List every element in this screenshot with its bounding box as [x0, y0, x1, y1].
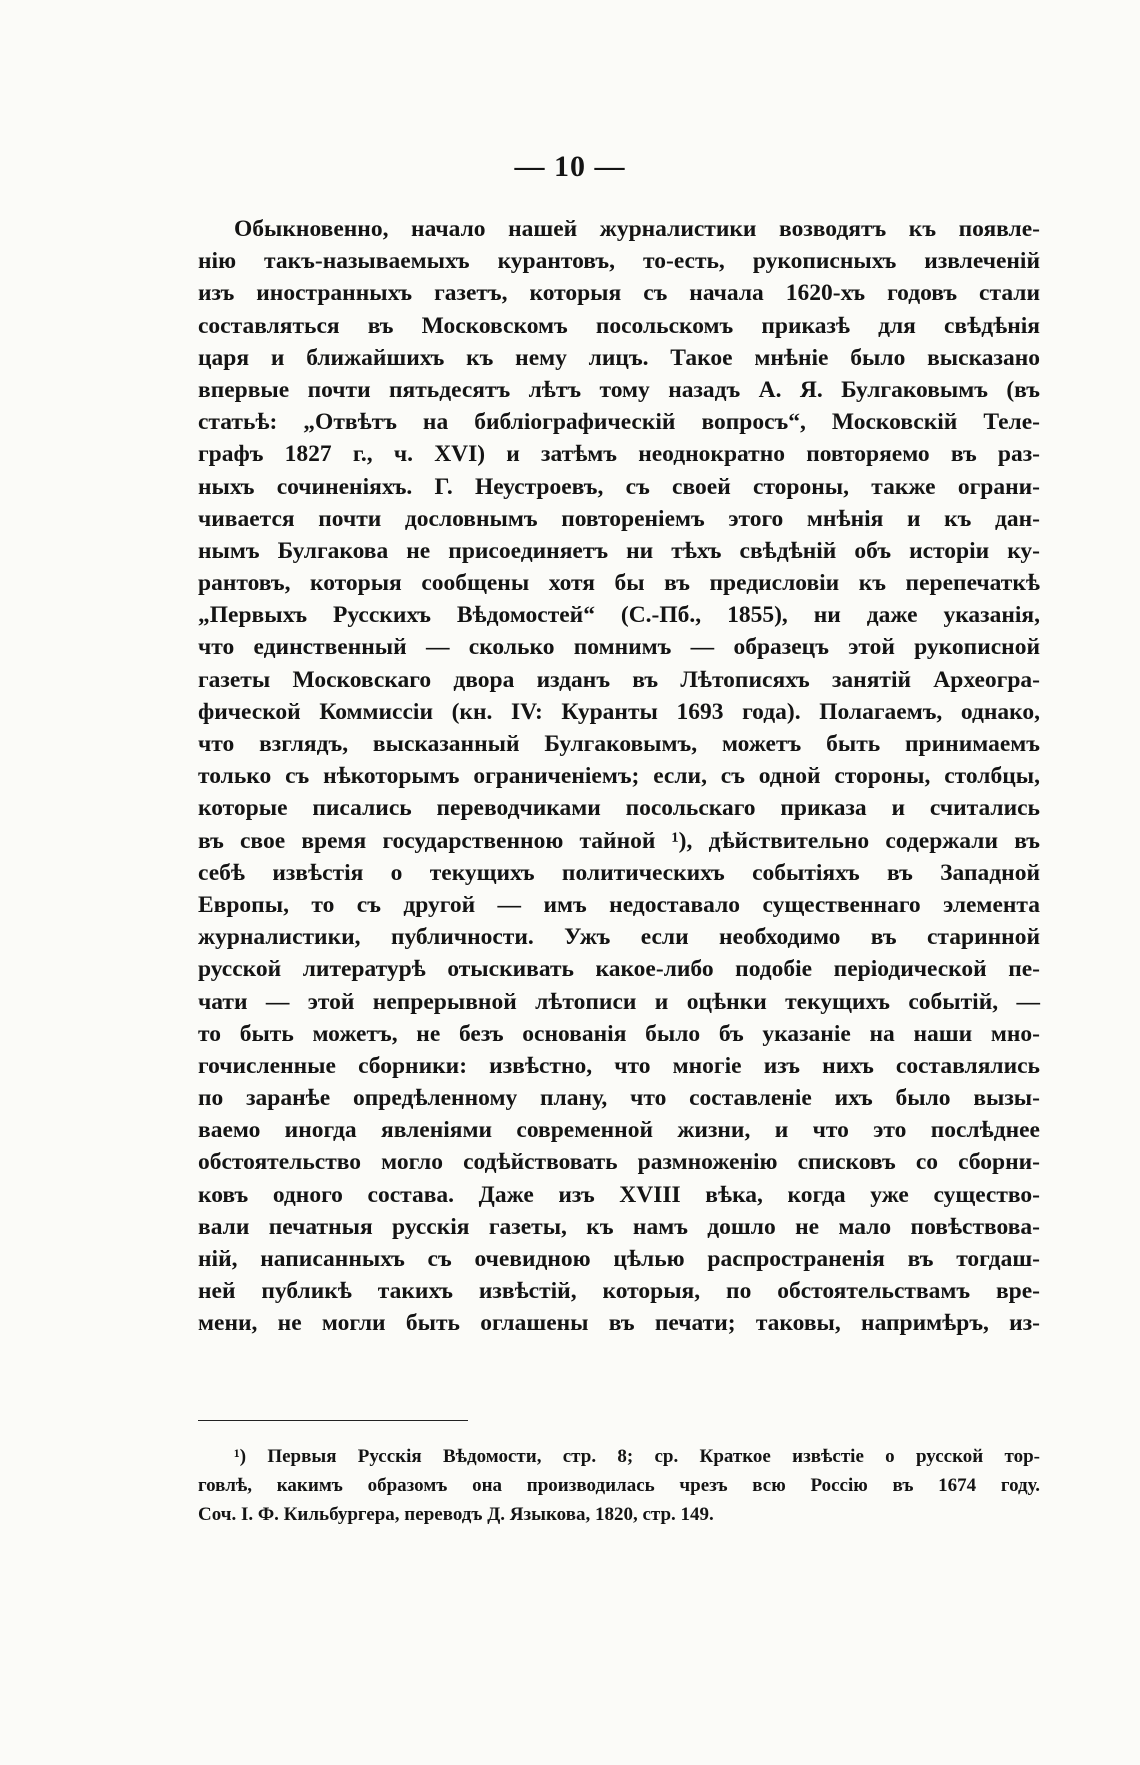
text-line: обстоятельство могло содѣйствовать размноженію списковъ со сборни- [198, 1149, 1040, 1176]
text-line: нію такъ-называемыхъ курантовъ, то-есть, рукописныхъ извлеченій [198, 248, 1040, 275]
text-line: журналистики, публичности. Ужъ если необходимо въ старинной [198, 924, 1040, 951]
text-line: ныхъ сочиненіяхъ. Г. Неустроевъ, съ своей стороны, также ограни- [198, 473, 1040, 500]
page-number: — 10 — [514, 150, 626, 183]
text-line: мени, не могли быть оглашены въ печати; таковы, напримѣръ, из- [198, 1310, 1040, 1337]
text-line: изъ иностранныхъ газетъ, которыя съ начала 1620-хъ годовъ стали [198, 280, 1040, 307]
text-line: фической Коммиссіи (кн. IV: Куранты 1693 года). Полагаемъ, однако, [198, 698, 1040, 725]
text-line: въ свое время государственною тайной ¹), дѣйствительно содержали въ [198, 827, 1040, 854]
text-line: Европы, то съ другой — имъ недоставало существеннаго элемента [198, 891, 1040, 918]
text-line: ваемо иногда явленіями современной жизни, и что это послѣднее [198, 1117, 1040, 1144]
text-line: впервые почти пятьдесятъ лѣтъ тому назадъ А. Я. Булгаковымъ (въ [198, 376, 1040, 403]
text-line: „Первыхъ Русскихъ Вѣдомостей“ (С.-Пб., 1855), ни даже указанія, [198, 602, 1040, 629]
text-line: вали печатныя русскія газеты, къ намъ дошло не мало повѣствова- [198, 1213, 1040, 1240]
text-line: ній, написанныхъ съ очевидною цѣлью распространенія въ тогдаш- [198, 1246, 1040, 1272]
text-line: Обыкновенно, начало нашей журналистики возводятъ къ появле- [234, 216, 1040, 242]
footnote-line: ¹) Первыя Русскія Вѣдомости, стр. 8; ср. Краткое извѣстіе о русской тор- [234, 1446, 1040, 1467]
text-line: чати — этой непрерывной лѣтописи и оцѣнки текущихъ событій, — [198, 988, 1040, 1015]
footnotes [198, 1442, 1040, 1529]
text-line: газеты Московскаго двора изданъ въ Лѣтописяхъ занятій Археогра- [198, 666, 1040, 693]
text-line: чивается почти дословнымъ повтореніемъ этого мнѣнія и къ дан- [198, 505, 1040, 532]
text-line: нымъ Булгакова не присоединяетъ ни тѣхъ свѣдѣній объ исторіи ку- [198, 537, 1040, 564]
text-line: царя и ближайшихъ къ нему лицъ. Такое мнѣніе было высказано [198, 344, 1040, 371]
text-line: графъ 1827 г., ч. XVI) и затѣмъ неоднократно повторяемо въ раз- [198, 441, 1040, 468]
text-line: то быть можетъ, не безъ основанія было бъ указаніе на наши мно- [198, 1020, 1040, 1047]
text-line: себѣ извѣстія о текущихъ политическихъ событіяхъ въ Западной [198, 859, 1040, 886]
text-line: которые писались переводчиками посольскаго приказа и считались [198, 795, 1040, 822]
text-line: ковъ одного состава. Даже изъ XVIII вѣка, когда уже существо- [198, 1181, 1040, 1208]
text-line: гочисленные сборники: извѣстно, что многіе изъ нихъ составлялись [198, 1052, 1040, 1079]
text-line: статьѣ: „Отвѣтъ на библіографическій вопросъ“, Московскій Теле- [198, 409, 1040, 436]
text-line: ней публикѣ такихъ извѣстій, которыя, по обстоятельствамъ вре- [198, 1278, 1040, 1305]
text-line: что взглядъ, высказанный Булгаковымъ, можетъ быть принимаемъ [198, 731, 1040, 757]
footnote-line: Соч. І. Ф. Кильбургера, переводъ Д. Языкова, 1820, стр. 149. [198, 1504, 714, 1525]
text-line: только съ нѣкоторымъ ограниченіемъ; если, съ одной стороны, столбцы, [198, 763, 1040, 790]
text-line: составляться въ Московскомъ посольскомъ приказѣ для свѣдѣнія [198, 312, 1040, 339]
footnote-line: говлѣ, какимъ образомъ она производилась чрезъ всю Россію въ 1674 году. [198, 1475, 1040, 1496]
text-line: русской литературѣ отыскивать какое-либо подобіе періодической пе- [198, 956, 1040, 983]
text-line: рантовъ, которыя сообщены хотя бы въ предисловіи къ перепечаткѣ [198, 570, 1040, 597]
text-line: по заранѣе опредѣленному плану, что составленіе ихъ было вызы- [198, 1085, 1040, 1112]
body-text [198, 213, 1040, 1340]
text-line: что единственный — сколько помнимъ — образецъ этой рукописной [198, 634, 1040, 661]
footnote-divider [198, 1420, 468, 1421]
